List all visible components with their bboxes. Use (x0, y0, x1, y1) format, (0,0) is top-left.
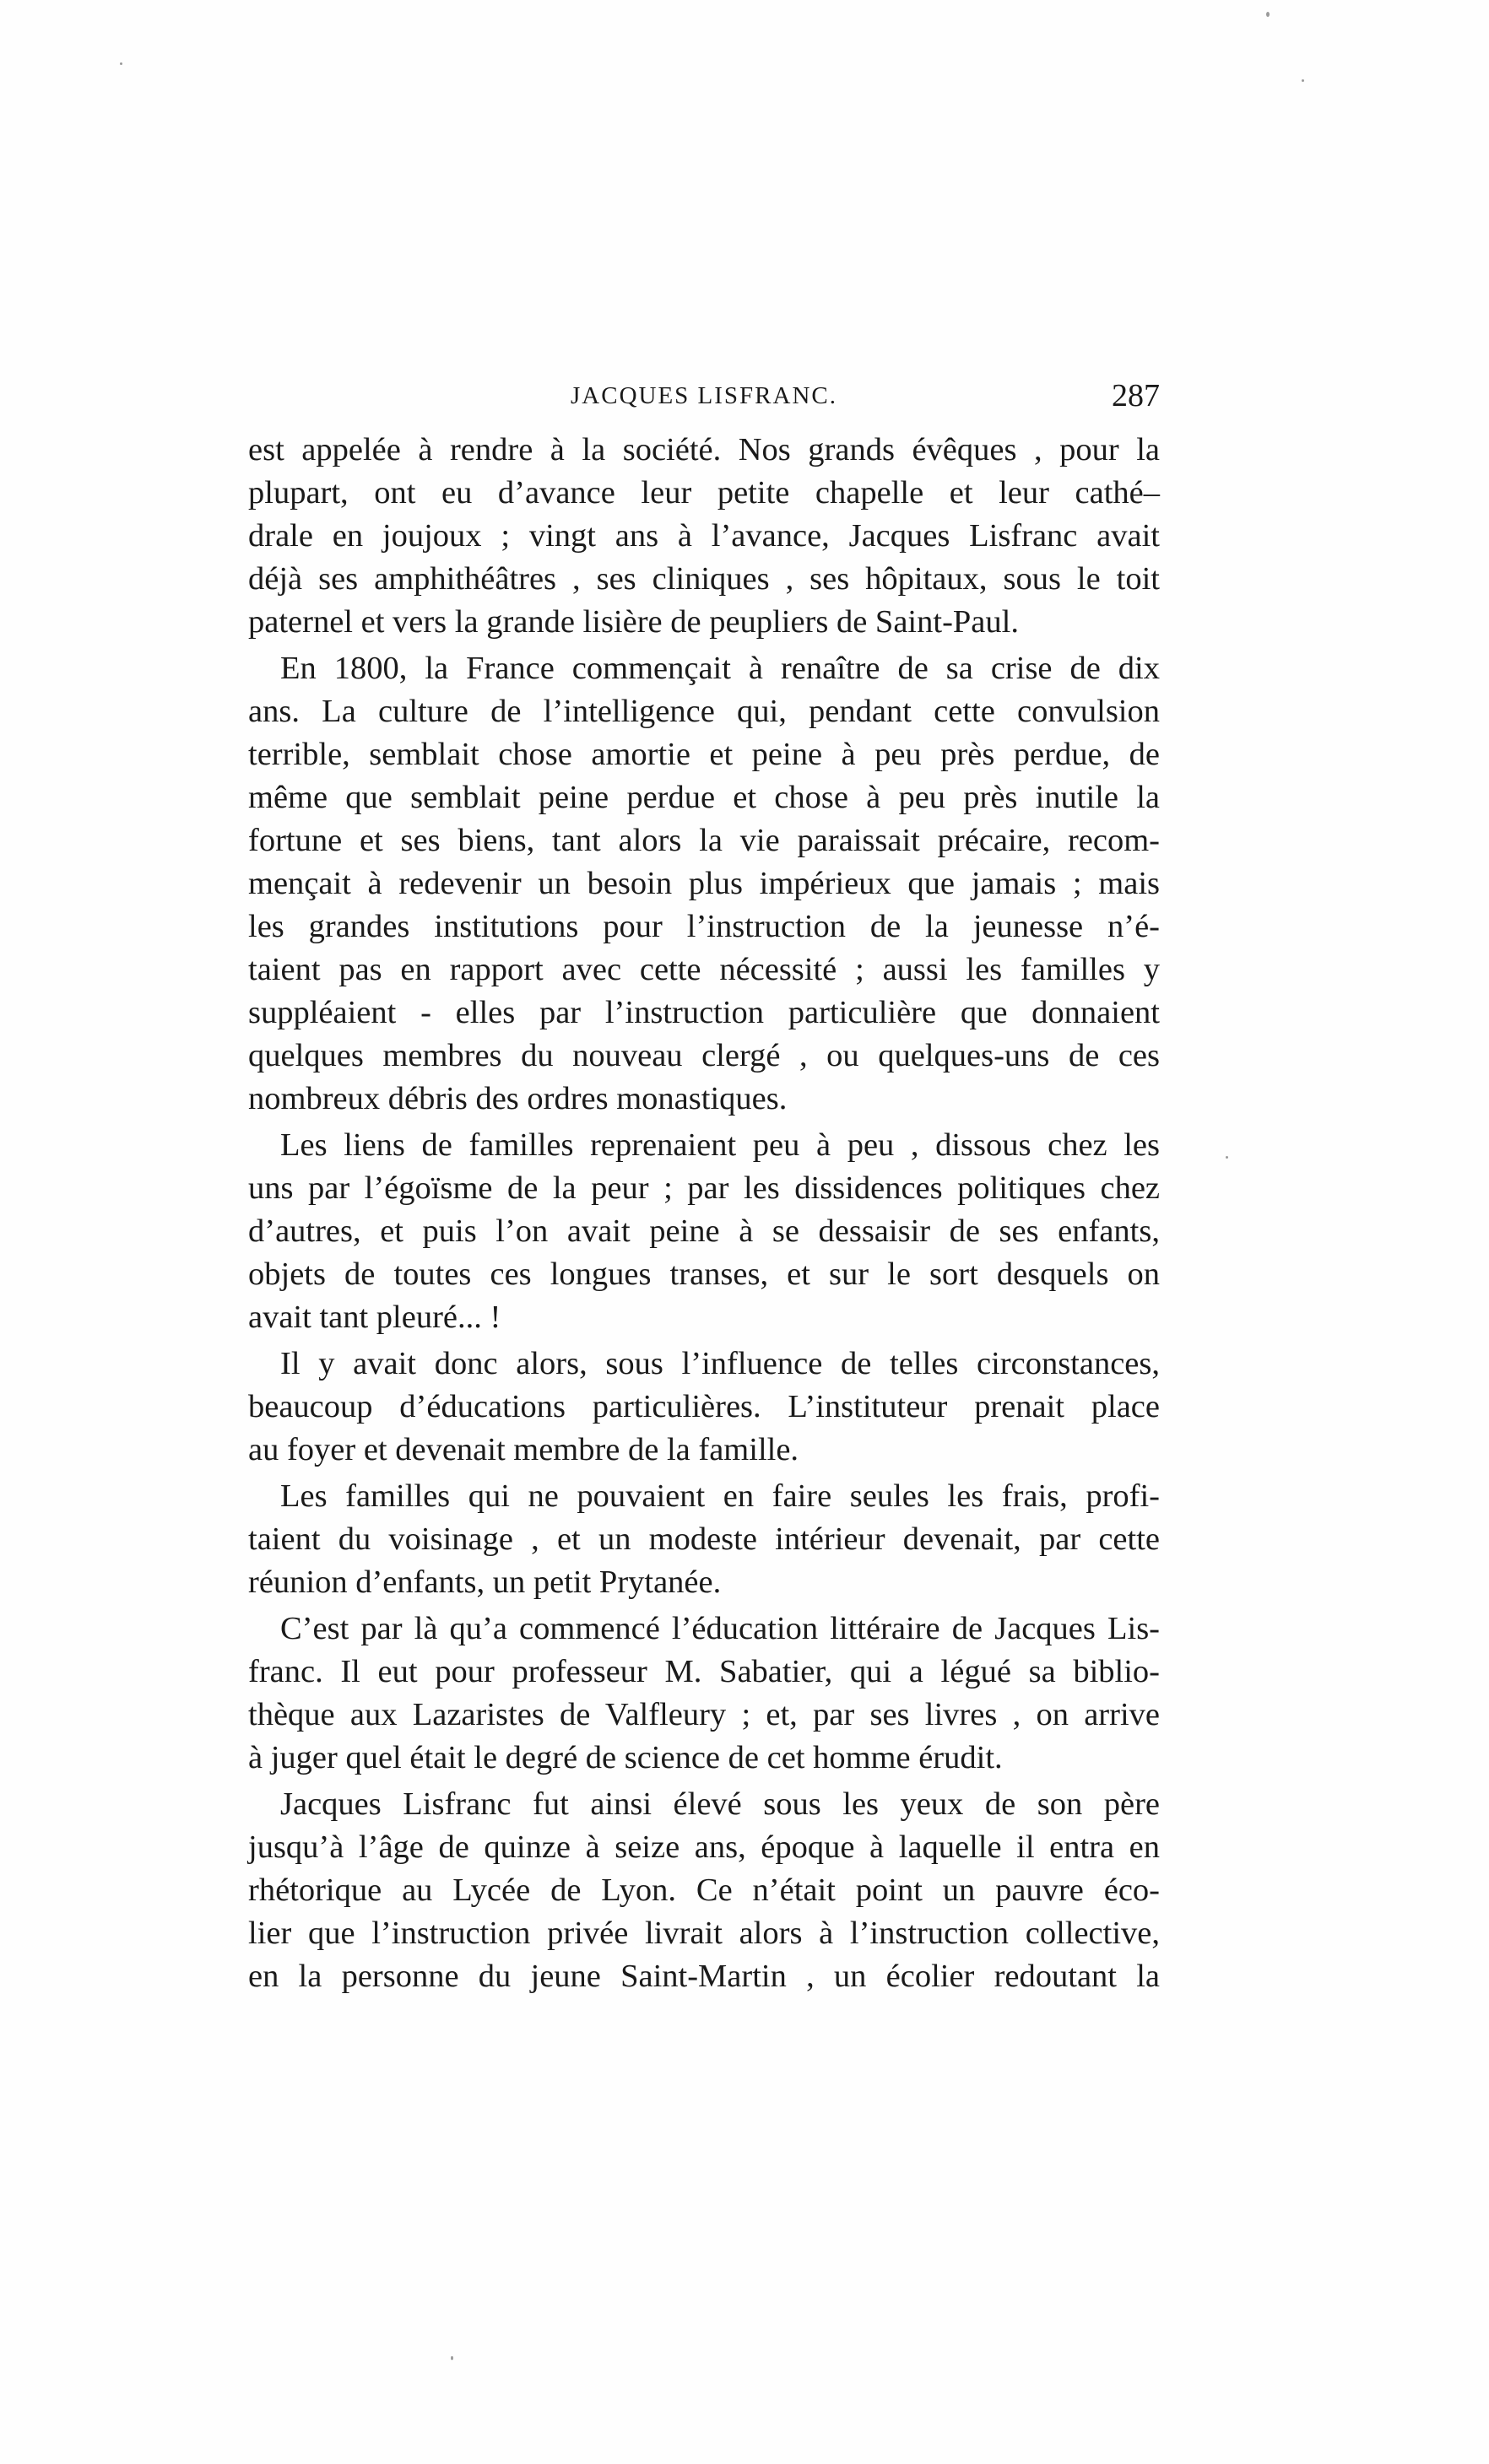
paper-speck (451, 2356, 453, 2360)
text-line: à juger quel était le degré de science de cet homme érudit. (248, 1740, 1003, 1775)
text-line: C’est par là qu’a commencé l’éducation littéraire de Jacques Lis- (280, 1611, 1160, 1646)
text-line: Les familles qui ne pouvaient en faire seules les frais, profi- (280, 1478, 1160, 1514)
paper-speck (120, 62, 122, 65)
running-title: JACQUES LISFRANC. (571, 382, 837, 409)
paragraph (248, 1608, 1160, 1780)
text-line: fortune et ses biens, tant alors la vie paraissait précaire, recom- (248, 823, 1160, 858)
text-line: objets de toutes ces longues transes, et sur le sort desquels on (248, 1256, 1160, 1292)
text-line: plupart, ont eu d’avance leur petite chapelle et leur cathé– (248, 475, 1160, 511)
paragraph (248, 1475, 1160, 1604)
text-line: taient pas en rapport avec cette nécessité ; aussi les familles y (248, 952, 1160, 987)
text-line: nombreux débris des ordres monastiques. (248, 1081, 788, 1116)
paragraph (248, 647, 1160, 1121)
text-line: En 1800, la France commençait à renaître de sa crise de dix (280, 651, 1160, 686)
paper-speck (1226, 1156, 1228, 1159)
text-line: Jacques Lisfranc fut ainsi élevé sous les yeux de son père (280, 1786, 1160, 1822)
text-line: paternel et vers la grande lisière de peupliers de Saint-Paul. (248, 604, 1019, 640)
text-line: uns par l’égoïsme de la peur ; par les dissidences politiques chez (248, 1170, 1160, 1206)
text-line: ans. La culture de l’intelligence qui, pendant cette convulsion (248, 694, 1160, 729)
paragraph (248, 1124, 1160, 1339)
text-line: est appelée à rendre à la société. Nos grands évêques , pour la (248, 432, 1160, 467)
text-line: drale en joujoux ; vingt ans à l’avance, Jacques Lisfranc avait (248, 518, 1160, 554)
text-line: en la personne du jeune Saint-Martin , un écolier redoutant la (248, 1959, 1160, 1994)
text-line: d’autres, et puis l’on avait peine à se dessaisir de ses enfants, (248, 1213, 1160, 1249)
text-line: thèque aux Lazaristes de Valfleury ; et, par ses livres , on arrive (248, 1697, 1160, 1732)
paper-speck (1266, 12, 1270, 17)
body-text (248, 429, 1160, 2002)
text-line: les grandes institutions pour l’instruction de la jeunesse n’é- (248, 909, 1160, 944)
text-line: réunion d’enfants, un petit Prytanée. (248, 1564, 722, 1600)
text-line: déjà ses amphithéâtres , ses cliniques , ses hôpitaux, sous le toit (248, 561, 1160, 597)
paragraph (248, 1783, 1160, 1998)
text-line: suppléaient - elles par l’instruction particulière que donnaient (248, 995, 1160, 1030)
text-line: Il y avait donc alors, sous l’influence de telles circonstances, (280, 1346, 1160, 1381)
text-line: taient du voisinage , et un modeste intérieur devenait, par cette (248, 1521, 1160, 1557)
paragraph (248, 1343, 1160, 1472)
text-line: franc. Il eut pour professeur M. Sabatier, qui a légué sa biblio- (248, 1654, 1160, 1689)
text-line: au foyer et devenait membre de la famille. (248, 1432, 799, 1467)
text-line: beaucoup d’éducations particulières. L’instituteur prenait place (248, 1389, 1160, 1424)
text-line: Les liens de familles reprenaient peu à peu , dissous chez les (280, 1127, 1160, 1163)
text-line: avait tant pleuré... ! (248, 1300, 501, 1335)
text-line: mençait à redevenir un besoin plus impérieux que jamais ; mais (248, 866, 1160, 901)
text-line: terrible, semblait chose amortie et peine à peu près perdue, de (248, 737, 1160, 772)
paragraph (248, 429, 1160, 644)
paper-speck (1302, 79, 1304, 82)
text-line: quelques membres du nouveau clergé , ou quelques-uns de ces (248, 1038, 1160, 1073)
page-number: 287 (1112, 378, 1160, 413)
text-line: jusqu’à l’âge de quinze à seize ans, époque à laquelle il entra en (248, 1829, 1160, 1865)
page-header (248, 375, 1160, 417)
text-line: même que semblait peine perdue et chose à peu près inutile la (248, 780, 1160, 815)
text-line: rhétorique au Lycée de Lyon. Ce n’était point un pauvre éco- (248, 1872, 1160, 1908)
text-line: lier que l’instruction privée livrait alors à l’instruction collective, (248, 1916, 1160, 1951)
